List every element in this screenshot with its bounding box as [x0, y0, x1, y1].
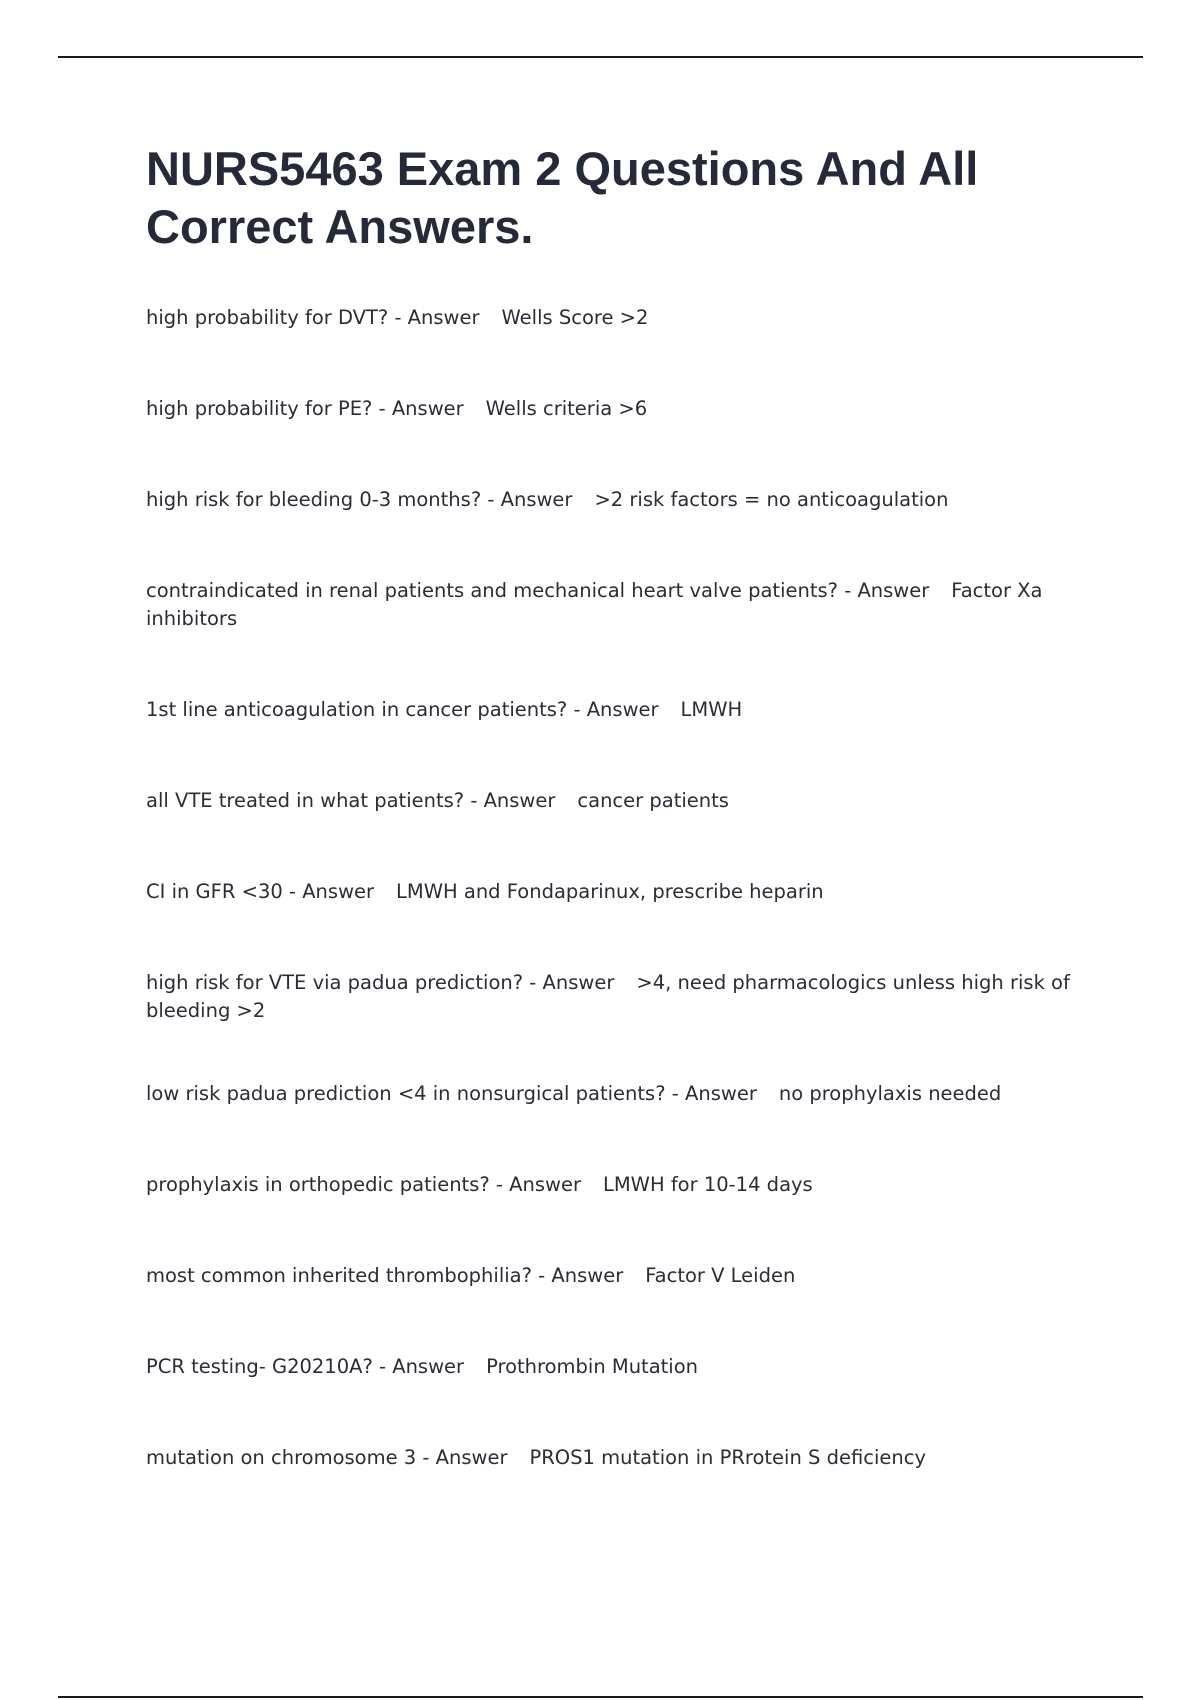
qa-item: [146, 878, 1076, 906]
question-text: all VTE treated in what patients?: [146, 789, 465, 812]
answer-text: Factor Xa inhibitors: [146, 579, 1043, 630]
question-text: mutation on chromosome 3: [146, 1446, 417, 1469]
answer-label: - Answer: [481, 488, 573, 511]
top-divider: [58, 56, 1143, 58]
question-text: 1st line anticoagulation in cancer patients?: [146, 698, 568, 721]
qa-item: [146, 304, 1076, 332]
question-text: contraindicated in renal patients and mechanical heart valve patients?: [146, 579, 839, 602]
qa-item: [146, 486, 1076, 514]
question-text: high risk for VTE via padua prediction?: [146, 971, 524, 994]
answer-text: LMWH: [680, 698, 743, 721]
answer-label: - Answer: [523, 971, 615, 994]
question-text: low risk padua prediction <4 in nonsurgical patients?: [146, 1082, 666, 1105]
answer-text: Wells criteria >6: [485, 397, 648, 420]
answer-text: Factor V Leiden: [645, 1264, 796, 1287]
answer-label: - Answer: [372, 397, 464, 420]
answer-text: >2 risk factors = no anticoagulation: [594, 488, 949, 511]
answer-text: cancer patients: [577, 789, 729, 812]
bottom-divider: [58, 1696, 1143, 1698]
question-text: prophylaxis in orthopedic patients?: [146, 1173, 490, 1196]
qa-item: [146, 577, 1076, 633]
answer-label: - Answer: [665, 1082, 757, 1105]
question-text: CI in GFR <30: [146, 880, 283, 903]
answer-label: - Answer: [416, 1446, 508, 1469]
answer-label: - Answer: [372, 1355, 465, 1378]
answer-label: - Answer: [531, 1264, 624, 1287]
document-body: [146, 140, 1076, 1535]
answer-text: LMWH for 10-14 days: [602, 1173, 813, 1196]
question-text: high probability for DVT?: [146, 306, 389, 329]
qa-item: [146, 1262, 1076, 1290]
answer-label: - Answer: [282, 880, 375, 903]
question-text: high risk for bleeding 0-3 months?: [146, 488, 482, 511]
answer-label: - Answer: [388, 306, 480, 329]
answer-text: >4, need pharmacologics unless high risk of bleeding >2: [146, 971, 1070, 1022]
page-title: NURS5463 Exam 2 Questions And All Correct Answers.: [146, 142, 979, 253]
answer-label: - Answer: [567, 698, 659, 721]
answer-text: Wells Score >2: [501, 306, 649, 329]
answer-text: LMWH and Fondaparinux, prescribe heparin: [396, 880, 824, 903]
qa-item: [146, 1444, 1076, 1472]
qa-item: [146, 1171, 1076, 1199]
question-text: most common inherited thrombophilia?: [146, 1264, 532, 1287]
answer-label: - Answer: [838, 579, 930, 602]
qa-item: [146, 969, 1076, 1025]
answer-text: PROS1 mutation in PRrotein S deficiency: [529, 1446, 927, 1469]
qa-list: [146, 304, 1076, 1472]
qa-item: [146, 395, 1076, 423]
qa-item: [146, 787, 1076, 815]
answer-text: no prophylaxis needed: [778, 1082, 1002, 1105]
answer-text: Prothrombin Mutation: [486, 1355, 699, 1378]
answer-label: - Answer: [489, 1173, 581, 1196]
qa-item: [146, 1080, 1076, 1108]
question-text: PCR testing- G20210A?: [146, 1355, 373, 1378]
answer-label: - Answer: [464, 789, 556, 812]
question-text: high probability for PE?: [146, 397, 373, 420]
qa-item: [146, 696, 1076, 724]
qa-item: [146, 1353, 1076, 1381]
